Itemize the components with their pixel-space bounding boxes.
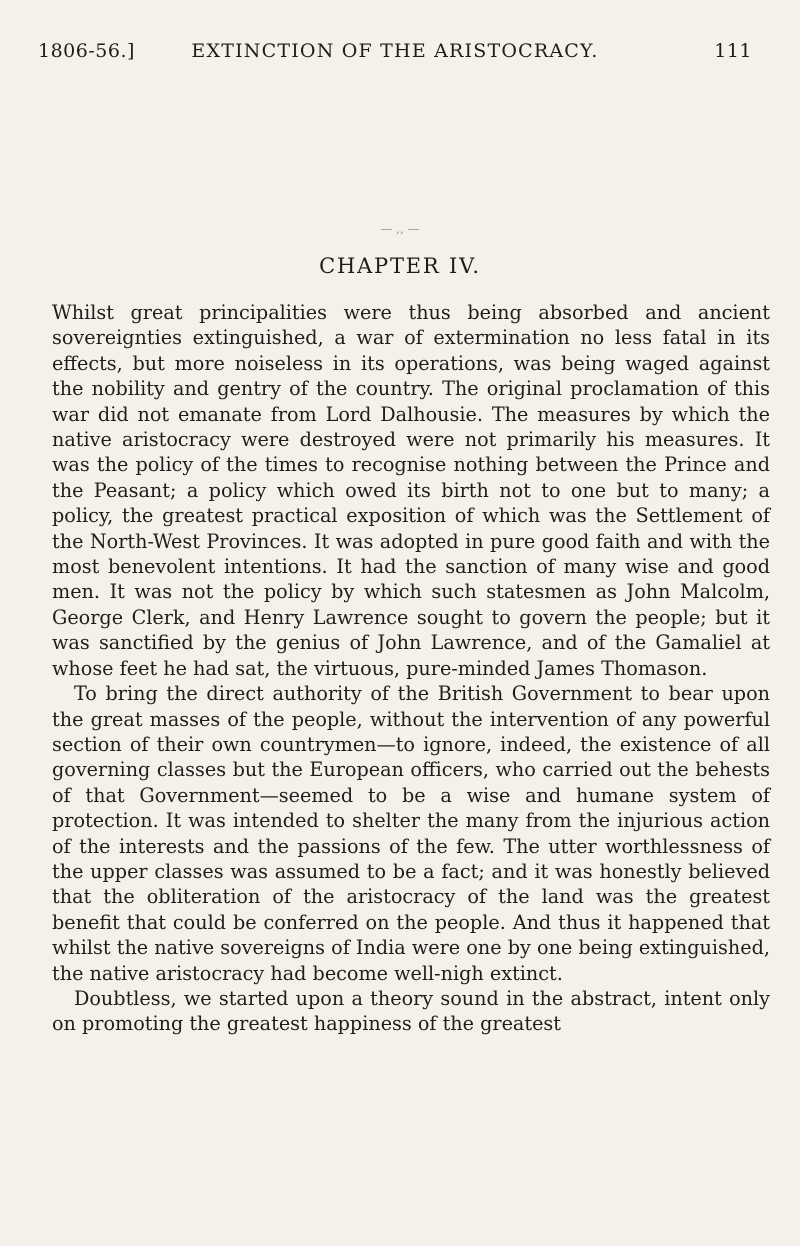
page-number: 111 [714, 40, 752, 62]
chapter-ornament: — ,, — [380, 222, 420, 236]
paragraph: To bring the direct authority of the British Government to bear upon the great masses of the people, without the intervention of any powerful section of their own countrymen—to ignore, indeed, the existence of all governing classes but the European officers, who carried out the behests of that Government—seemed to be a wise and humane system of protection. It was intended to shelter the many from the injurious action of the interests and the passions of the few. The utter worthlessness of the upper classes was assumed to be a fact; and it was honestly believed that the obliteration of the aristocracy of the land was the greatest benefit that could be conferred on the people. And thus it happened that whilst the native sovereigns of India were one by one being extinguished, the native aristocracy had become well-nigh extinct. [52, 682, 770, 985]
running-title: EXTINCTION OF THE ARISTOCRACY. [191, 40, 599, 62]
paragraph: Doubtless, we started upon a theory sound in the abstract, intent only on promoting the greatest happiness of the greatest [52, 986, 770, 1036]
paragraph: Whilst great principalities were thus being absorbed and ancient sovereignties extinguished, a war of extermination no less fatal in its effects, but more noiseless in its operations, was being waged against the nobility and gentry of the country. The original proclamation of this war did not emanate from Lord Dalhousie. The measures by which the native aristocracy were destroyed were not primarily his measures. It was the policy of the times to recognise nothing between the Prince and the Peasant; a policy which owed its birth not to one but to many; a policy, the greatest practical exposition of which was the Settlement of the North-West Provinces. It was adopted in pure good faith and with the most benevolent intentions. It had the sanction of many wise and good men. It was not the policy by which such statesmen as John Malcolm, George Clerk, and Henry Lawrence sought to govern the people; but it was sanctified by the genius of John Lawrence, and of the Gamaliel at whose feet he had sat, the virtuous, pure-minded James Thomason. [52, 301, 770, 680]
chapter-title: CHAPTER IV. [319, 254, 481, 278]
body-text [52, 300, 770, 1037]
date-range: 1806-56.] [38, 40, 135, 62]
running-head [38, 40, 752, 80]
